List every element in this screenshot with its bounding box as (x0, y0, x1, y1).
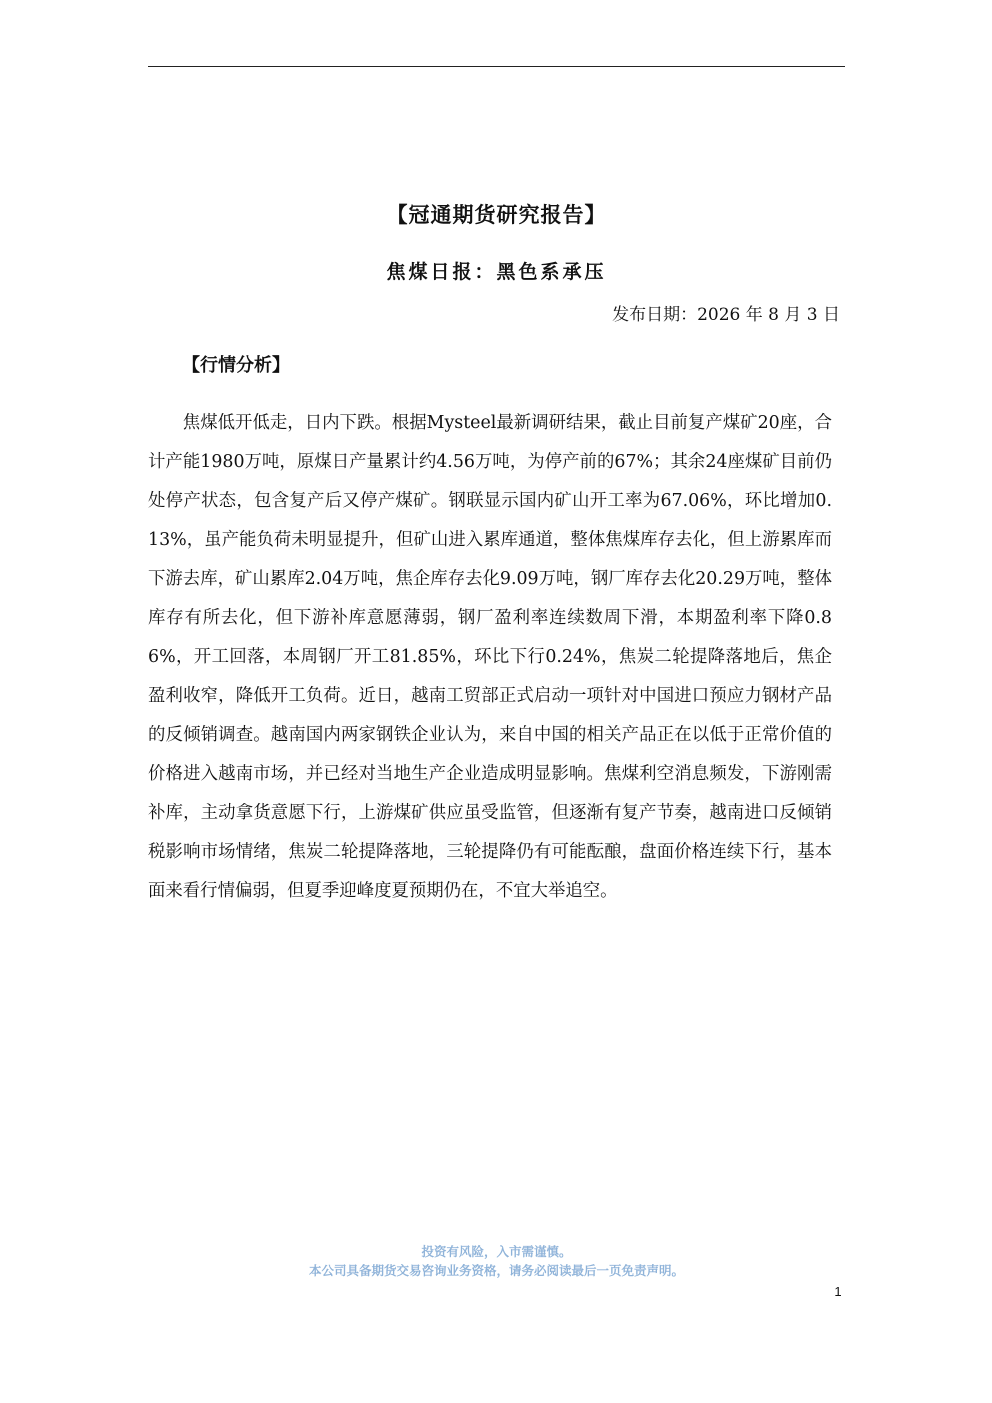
report-title: 【冠通期货研究报告】 (386, 202, 607, 227)
market-analysis-paragraph: 焦煤低开低走，日内下跌。根据Mysteel最新调研结果，截止目前复产煤矿20座，合计产能1980万吨，原煤日产量累计约4.56万吨，为停产前的67%；其余24座煤矿目前仍处停产状态，包含复产后又停产煤矿。钢联显示国内矿山开工率为67.06%，环比增加0.13%，虽产能负荷未明显提升，但矿山进入累库通道，整体焦煤库存去化，但上游累库而下游去库，矿山累库2.04万吨，焦企库存去化9.09万吨，钢厂库存去化20.29万吨，整体库存有所去化，但下游补库意愿薄弱，钢厂盈利率连续数周下滑，本期盈利率下降0.86%，开工回落，本周钢厂开工81.85%，环比下行0.24%，焦炭二轮提降落地后，焦企盈利收窄，降低开工负荷。近日，越南工贸部正式启动一项针对中国进口预应力钢材产品的反倾销调查。越南国内两家钢铁企业认为，来自中国的相关产品正在以低于正常价值的价格进入越南市场，并已经对当地生产企业造成明显影响。焦煤利空消息频发，下游刚需补库，主动拿货意愿下行，上游煤矿供应虽受监管，但逐渐有复产节奏，越南进口反倾销税影响市场情绪，焦炭二轮提降落地，三轮提降仍有可能酝酿，盘面价格连续下行，基本面来看行情偏弱，但夏季迎峰度夏预期仍在，不宜大举追空。 (148, 413, 832, 901)
risk-notice: 投资有风险，入市需谨慎。 (421, 1244, 572, 1259)
publish-date: 发布日期：2026 年 8 月 3 日 (612, 305, 840, 325)
header-rule (148, 66, 845, 67)
page-number: 1 (834, 1284, 842, 1299)
qualification-notice: 本公司具备期货交易咨询业务资格，请务必阅读最后一页免责声明。 (308, 1263, 684, 1278)
section-heading: 【行情分析】 (182, 355, 290, 376)
footer-disclaimer (148, 1242, 845, 1280)
report-subtitle: 焦煤日报：黑色系承压 (386, 261, 607, 283)
